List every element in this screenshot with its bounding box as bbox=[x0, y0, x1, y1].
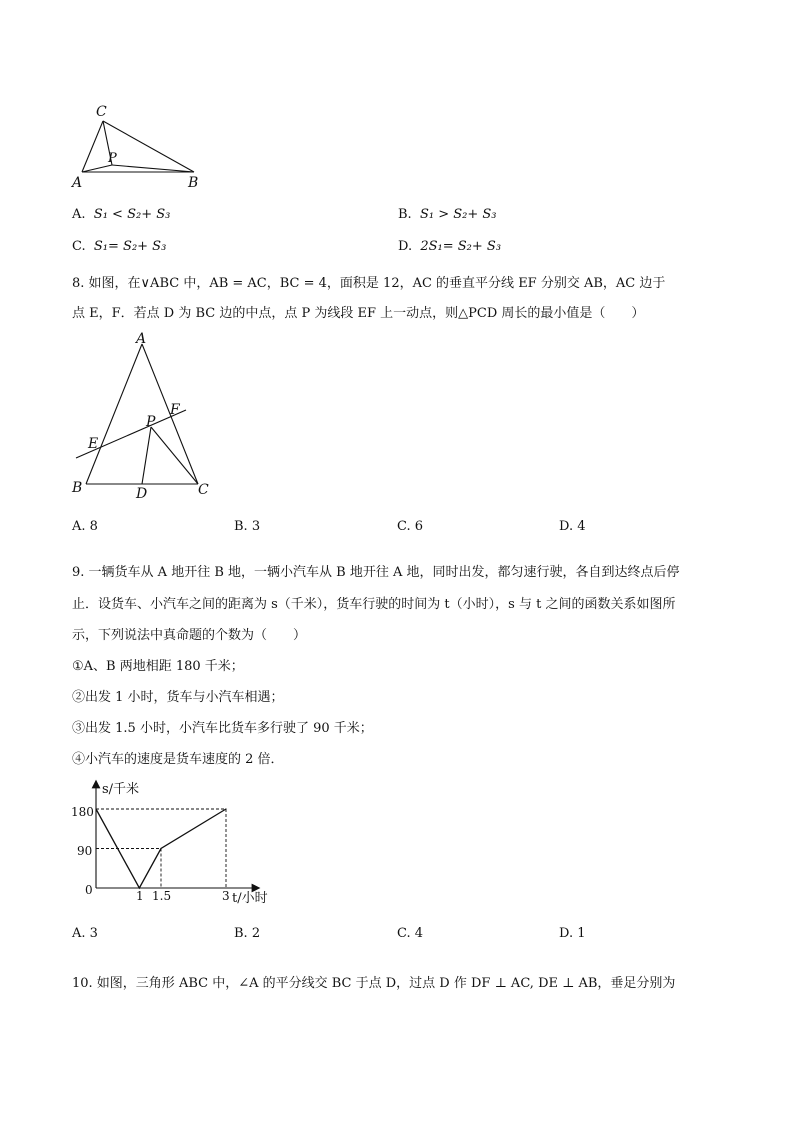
q8-triangle-figure bbox=[66, 330, 226, 502]
option-key: C. bbox=[72, 239, 86, 254]
q7-edge-AC bbox=[82, 121, 103, 172]
q9-y-axis-label: s/千米 bbox=[102, 782, 140, 797]
q7-label-P: P bbox=[108, 151, 117, 166]
option-text: S₁ > S₂+ S₃ bbox=[419, 207, 497, 222]
q9-x-tick-1: 1 bbox=[136, 889, 144, 903]
q9-stem-line2: 止．设货车、小汽车之间的距离为 s（千米），货车行驶的时间为 t（小时），s 与 t 之间的函数关系如图所 bbox=[72, 597, 676, 612]
q8-option-c[interactable] bbox=[397, 519, 423, 534]
q8-label-C: C bbox=[198, 482, 209, 498]
q8-label-B: B bbox=[72, 480, 83, 496]
option-text: 3 bbox=[251, 519, 261, 534]
q8-label-A: A bbox=[136, 331, 147, 347]
option-text: 4 bbox=[577, 519, 586, 534]
option-text: 2S₁= S₂+ S₃ bbox=[420, 239, 502, 254]
q9-y-tick-90: 90 bbox=[77, 844, 93, 858]
q9-option-a[interactable] bbox=[72, 926, 98, 941]
option-key: A. bbox=[72, 926, 86, 941]
q9-x-tick-1.5: 1.5 bbox=[152, 889, 172, 903]
option-text: 3 bbox=[89, 926, 98, 941]
q7-option-b[interactable] bbox=[398, 207, 497, 222]
q7-label-B: B bbox=[188, 175, 199, 190]
q8-stem-line1: 8. 如图，在∨ABC 中，AB = AC，BC = 4，面积是 12，AC 的垂直平分线 EF 分别交 AB，AC 边于 bbox=[72, 276, 666, 291]
q7-option-c[interactable] bbox=[72, 239, 166, 254]
q9-x-axis-label: t/小时 bbox=[232, 891, 268, 906]
q7-label-A: A bbox=[72, 175, 83, 190]
q7-edge-PB bbox=[112, 165, 194, 172]
q7-label-C: C bbox=[96, 104, 107, 120]
q9-statement-2: ②出发 1 小时，货车与小汽车相遇； bbox=[72, 690, 284, 705]
q8-option-d[interactable] bbox=[559, 519, 586, 534]
q7-triangle-figure bbox=[70, 98, 210, 190]
option-key: A. bbox=[72, 207, 86, 222]
q9-distance-time-graph bbox=[66, 776, 286, 910]
q8-stem-line2: 点 E，F．若点 D 为 BC 边的中点，点 P 为线段 EF 上一动点，则△PCD 周长的最小值是（ ） bbox=[72, 306, 645, 321]
q9-point-2 bbox=[160, 848, 161, 849]
q9-y-tick-180: 180 bbox=[71, 805, 94, 819]
option-key: D. bbox=[559, 519, 574, 534]
q9-statement-1: ①A、B 两地相距 180 千米； bbox=[72, 659, 244, 674]
q8-label-P: P bbox=[146, 414, 156, 430]
q7-option-a[interactable] bbox=[72, 207, 170, 222]
option-text: S₁= S₂+ S₃ bbox=[93, 239, 167, 254]
option-text: 1 bbox=[577, 926, 586, 941]
q9-point-1 bbox=[139, 887, 140, 888]
q9-origin-label: 0 bbox=[85, 883, 93, 897]
q9-point-0 bbox=[95, 808, 96, 809]
option-key: D. bbox=[559, 926, 574, 941]
option-key: B. bbox=[398, 207, 412, 222]
q7-option-d[interactable] bbox=[398, 239, 501, 254]
option-key: C. bbox=[397, 926, 411, 941]
q9-x-tick-3: 3 bbox=[222, 889, 230, 903]
option-key: B. bbox=[234, 926, 248, 941]
q10-stem-line1: 10. 如图，三角形 ABC 中，∠A 的平分线交 BC 于点 D，过点 D 作 DF ⊥ AC, DE ⊥ AB，垂足分别为 bbox=[72, 976, 676, 991]
option-key: D. bbox=[398, 239, 413, 254]
option-text: 2 bbox=[251, 926, 261, 941]
q8-edge-AB bbox=[86, 344, 142, 484]
option-text: 6 bbox=[414, 519, 424, 534]
q9-statement-4: ④小汽车的速度是货车速度的 2 倍． bbox=[72, 752, 284, 767]
q9-option-d[interactable] bbox=[559, 926, 586, 941]
q9-option-c[interactable] bbox=[397, 926, 423, 941]
option-text: 8 bbox=[89, 519, 98, 534]
q7-edge-AP bbox=[82, 165, 112, 172]
option-text: S₁ < S₂+ S₃ bbox=[93, 207, 171, 222]
q9-stem-line1: 9. 一辆货车从 A 地开往 B 地，一辆小汽车从 B 地开往 A 地，同时出发，都匀速行驶，各自到达终点后停 bbox=[72, 565, 680, 580]
q8-option-b[interactable] bbox=[234, 519, 260, 534]
q9-stem-line3: 示，下列说法中真命题的个数为（ ） bbox=[72, 628, 307, 643]
q8-edge-PC bbox=[151, 427, 198, 484]
option-key: C. bbox=[397, 519, 411, 534]
q8-label-D: D bbox=[136, 486, 148, 502]
option-text: 4 bbox=[414, 926, 424, 941]
option-key: A. bbox=[72, 519, 86, 534]
option-key: B. bbox=[234, 519, 248, 534]
q9-point-3 bbox=[225, 808, 226, 809]
q8-option-a[interactable] bbox=[72, 519, 98, 534]
q8-edge-PD bbox=[142, 427, 151, 484]
q9-option-b[interactable] bbox=[234, 926, 260, 941]
q8-label-F: F bbox=[170, 402, 180, 418]
q8-label-E: E bbox=[88, 436, 99, 452]
q9-statement-3: ③出发 1.5 小时，小汽车比货车多行驶了 90 千米； bbox=[72, 721, 373, 736]
